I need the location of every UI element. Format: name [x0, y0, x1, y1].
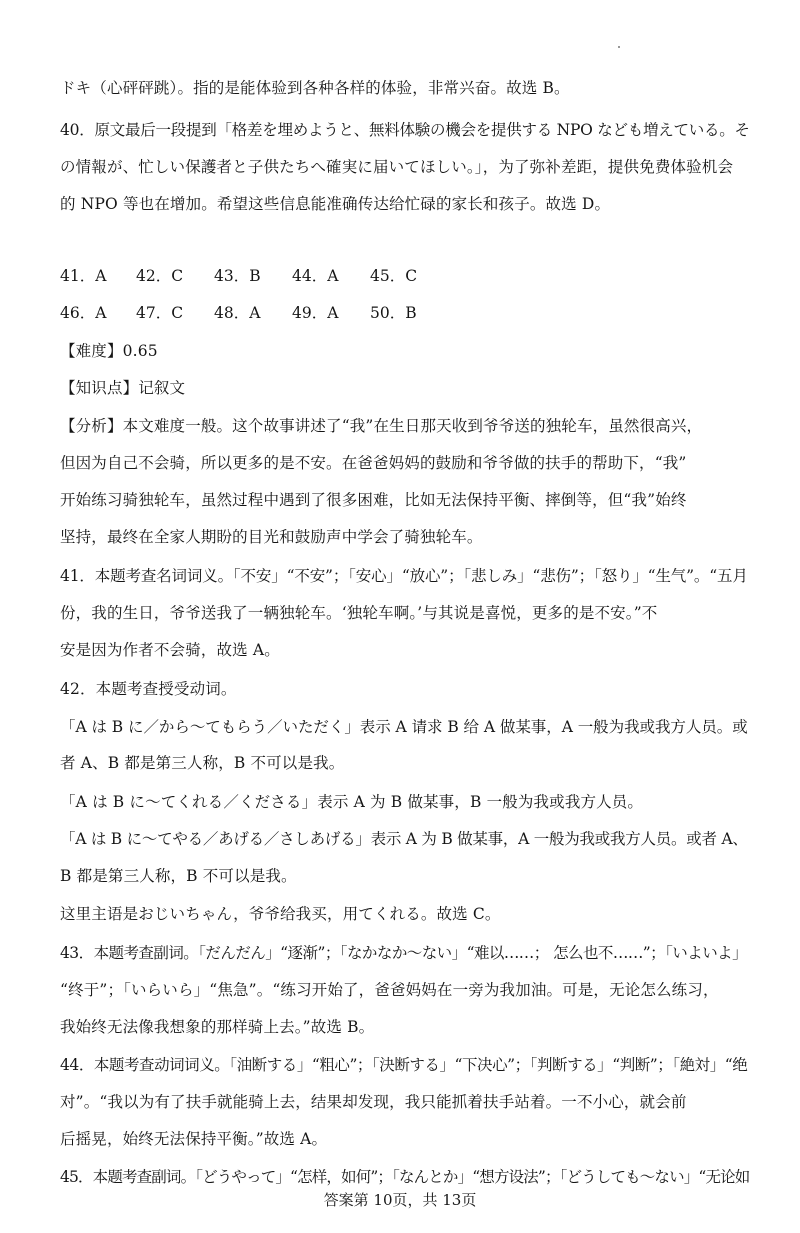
text-line: 但因为自己不会骑，所以更多的是不安。在爸爸妈妈的鼓励和爷爷做的扶手的帮助下，“我”: [60, 454, 687, 472]
difficulty-label: 【难度】0.65: [60, 342, 158, 360]
answer-43: 43．B: [214, 267, 261, 285]
text-line: 份，我的生日，爷爷送我了一辆独轮车。‘独轮车啊。’与其说是喜悦，更多的是不安。”不: [60, 604, 658, 622]
text-line: 对”。“我以为有了扶手就能骑上去，结果却发现，我只能抓着扶手站着。一不小心，就会前: [60, 1093, 687, 1111]
text-line: 这里主语是おじいちゃん，爷爷给我买，用てくれる。故选 C。: [60, 905, 501, 923]
question-41-explanation: 41．本题考查名词词义。「不安」“不安”；「安心」“放心”；「悲しみ」“悲伤”；「怒り」“生气”。“五月: [60, 567, 748, 585]
text-line: 「A は B に～てやる／あげる／さしあげる」表示 A 为 B 做某事，A 一般为我或我方人员。或者 A、: [60, 830, 748, 848]
question-43-explanation: 43．本题考查副词。「だんだん」“逐渐”；「なかなか～ない」“难以……； 怎么也不……”；「いよいよ」: [60, 944, 748, 962]
text-line: 者 A、B 都是第三人称，B 不可以是我。: [60, 754, 345, 772]
question-45-explanation: 45．本题考查副词。「どうやって」“怎样，如何”；「なんとか」“想方设法”；「どうしても～ない」“无论如: [60, 1168, 750, 1186]
text-line: 后摇晃，始终无法保持平衡。”故选 A。: [60, 1130, 328, 1148]
knowledge-point-label: 【知识点】记叙文: [60, 379, 186, 397]
answer-50: 50．B: [370, 304, 417, 322]
text-line: 开始练习骑独轮车，虽然过程中遇到了很多困难，比如无法保持平衡、摔倒等，但“我”始终: [60, 491, 687, 509]
answer-48: 48．A: [214, 304, 261, 322]
text-line: 的 NPO 等也在增加。希望这些信息能准确传达给忙碌的家长和孩子。故选 D。: [60, 195, 611, 213]
answer-49: 49．A: [292, 304, 339, 322]
text-line: ドキ（心砰砰跳）。指的是能体验到各种各样的体验，非常兴奋。故选 B。: [60, 79, 570, 97]
text-line: 我始终无法像我想象的那样骑上去。”故选 B。: [60, 1018, 375, 1036]
text-line: B 都是第三人称，B 不可以是我。: [60, 867, 297, 885]
answer-42: 42．C: [136, 267, 184, 285]
text-line: “终于”；「いらいら」“焦急”。“练习开始了，爸爸妈妈在一旁为我加油。可是，无论怎么练习，: [60, 981, 719, 999]
page-footer: 答案第 10页，共 13页: [323, 1191, 477, 1209]
text-line: 坚持，最终在全家人期盼的目光和鼓励声中学会了骑独轮车。: [60, 528, 483, 546]
analysis-paragraph: 【分析】本文难度一般。这个故事讲述了“我”在生日那天收到爷爷送的独轮车，虽然很高兴，: [60, 417, 703, 435]
answer-46: 46．A: [60, 304, 107, 322]
text-line: 40．原文最后一段提到「格差を埋めようと、無料体験の機会を提供する NPO なども増えている。そ: [60, 121, 750, 139]
answer-44: 44．A: [292, 267, 339, 285]
text-line: 安是因为作者不会骑，故选 A。: [60, 641, 280, 659]
text-line: 「A は B に～てくれる／くださる」表示 A 为 B 做某事，B 一般为我或我方人员。: [60, 793, 644, 811]
answer-41: 41．A: [60, 267, 107, 285]
text-line: の情報が、忙しい保護者と子供たちへ確実に届いてほしい。」，为了弥补差距，提供免费体验机会: [60, 158, 734, 176]
scan-speck: [618, 46, 620, 48]
answer-45: 45．C: [370, 267, 418, 285]
question-42-explanation: 42．本题考查授受动词。: [60, 680, 237, 698]
question-44-explanation: 44．本题考查动词词义。「油断する」“粗心”；「決断する」“下决心”；「判断する」“判断”；「絶対」“绝: [60, 1056, 748, 1074]
answer-47: 47．C: [136, 304, 184, 322]
text-line: 「A は B に／から～てもらう／いただく」表示 A 请求 B 给 A 做某事，A 一般为我或我方人员。或: [60, 718, 748, 736]
